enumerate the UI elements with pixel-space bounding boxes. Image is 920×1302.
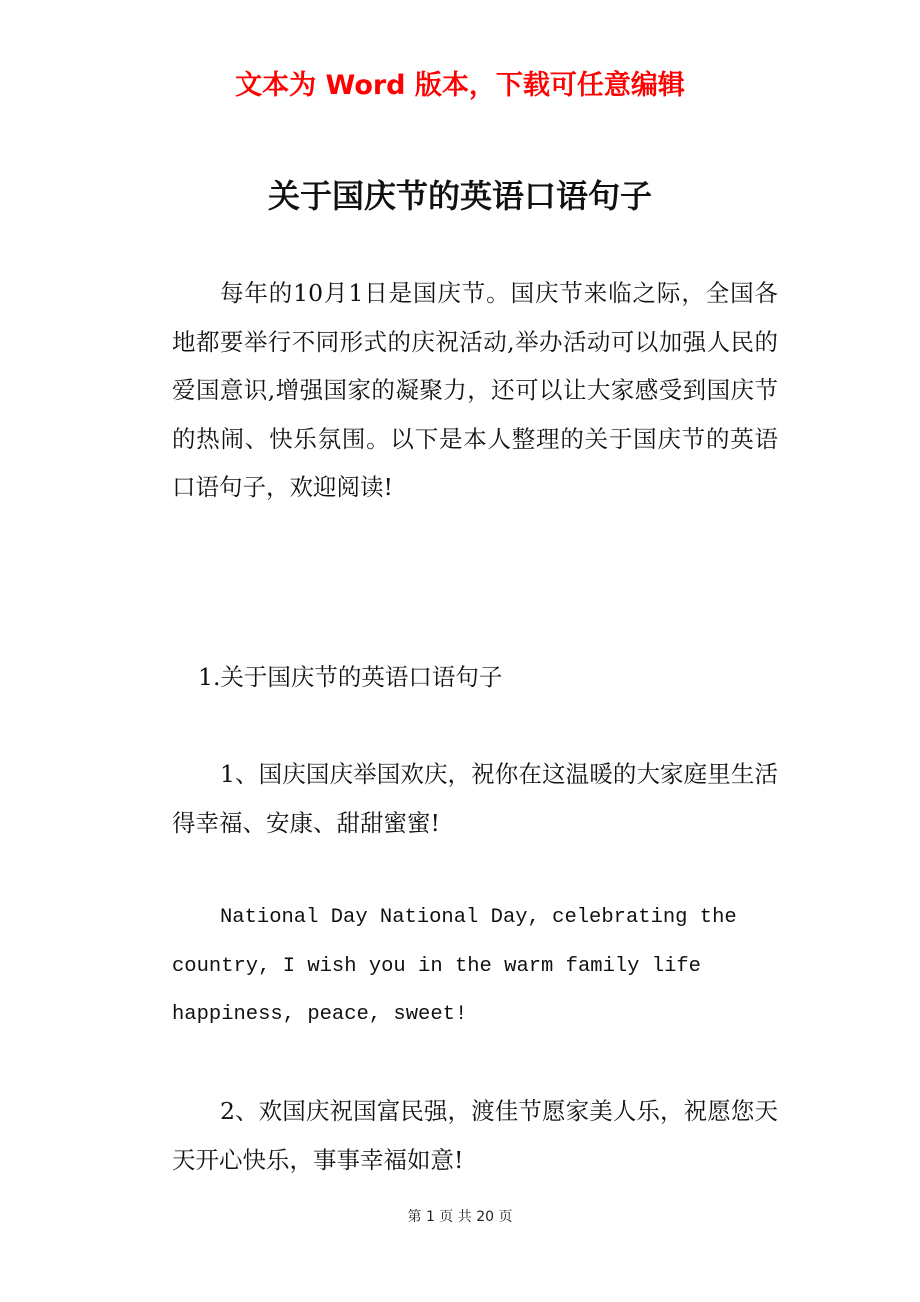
edit-notice-banner: 文本为 Word 版本，下载可任意编辑 [235, 70, 685, 101]
item-2-chinese: 2、欢国庆祝国富民强，渡佳节愿家美人乐，祝愿您天天开心快乐，事事幸福如意! [172, 1097, 778, 1174]
english-line: National Day National Day, celebrating the [220, 906, 737, 929]
english-line: country, I wish you in the warm family life [172, 954, 701, 978]
document-title: 关于国庆节的英语口语句子 [267, 177, 652, 215]
item-1-english [172, 894, 812, 1040]
page-number-footer: 第 1 页 共 20 页 [407, 1209, 513, 1225]
section-heading: 1.关于国庆节的英语口语句子 [198, 663, 503, 691]
item-1-chinese: 1、国庆国庆举国欢庆，祝你在这温暖的大家庭里生活得幸福、安康、甜甜蜜蜜! [172, 760, 778, 837]
intro-paragraph: 每年的10月1日是国庆节。国庆节来临之际，全国各地都要举行不同形式的庆祝活动,举办活动可以加强人民的爱国意识,增强国家的凝聚力，还可以让大家感受到国庆节的热闹、快乐氛围。以下是本人整理的关于国庆节的英语口语句子，欢迎阅读! [172, 279, 778, 501]
english-line: happiness, peace, sweet! [172, 1003, 468, 1026]
